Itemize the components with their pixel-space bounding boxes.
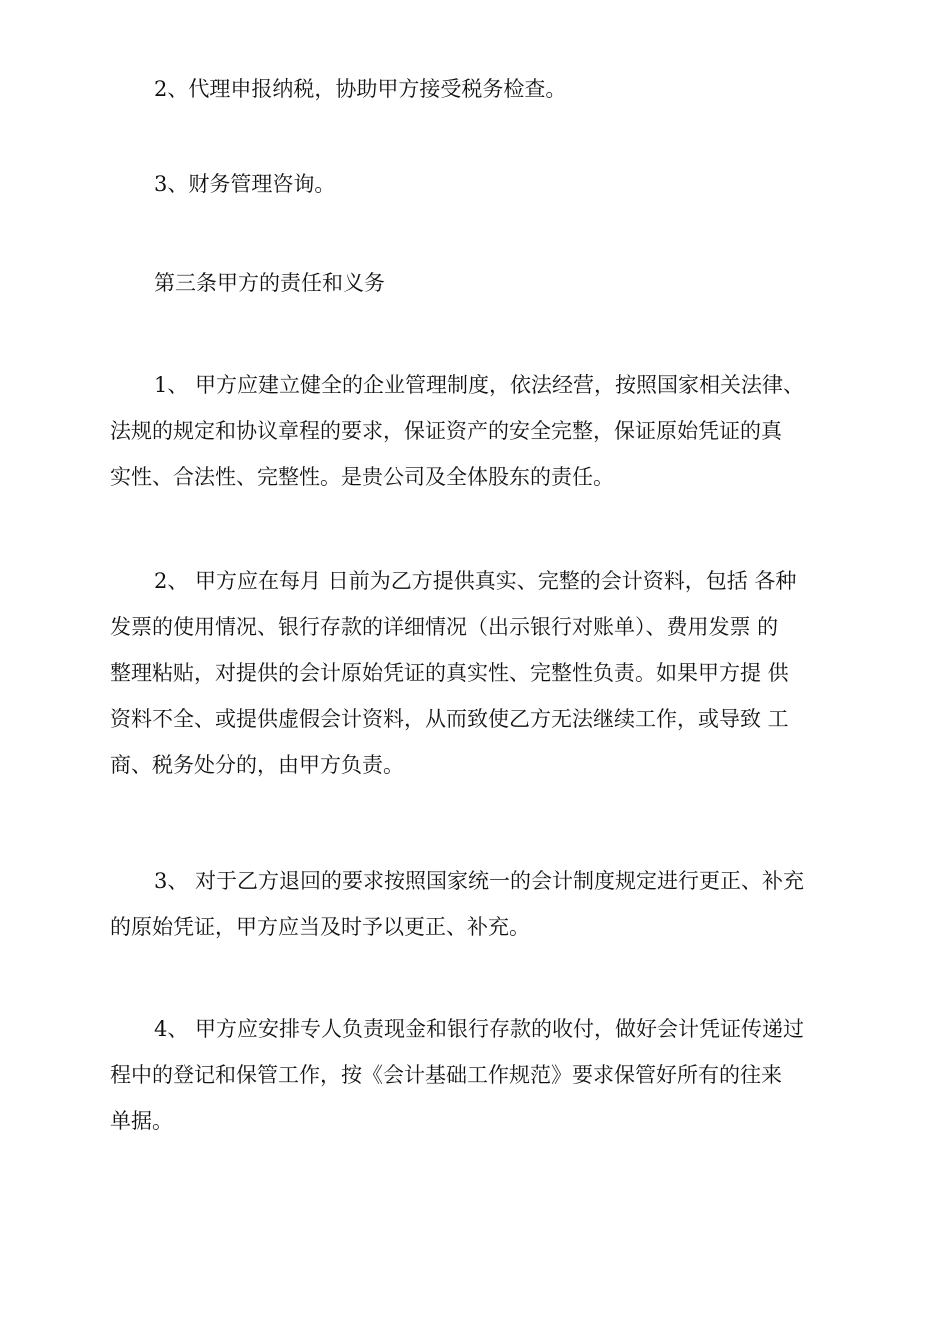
text-line: 1、 甲方应建立健全的企业管理制度，依法经营，按照国家相关法律、 (154, 373, 805, 397)
text-line: 4、 甲方应安排专人负责现金和银行存款的收付，做好会计凭证传递过 (154, 1017, 805, 1041)
text-line: 的原始凭证，甲方应当及时予以更正、补充。 (110, 915, 530, 939)
text-line: 法规的规定和协议章程的要求，保证资产的安全完整，保证原始凭证的真 (110, 419, 782, 443)
text-line: 实性、合法性、完整性。是贵公司及全体股东的责任。 (110, 465, 614, 489)
paragraph-duty-1 (110, 362, 846, 500)
text-line: 程中的登记和保管工作，按《会计基础工作规范》要求保管好所有的往来 (110, 1063, 782, 1087)
paragraph-duty-2 (110, 558, 846, 788)
text-line: 资料不全、或提供虚假会计资料，从而致使乙方无法继续工作，或导致 工 (110, 707, 789, 731)
text-line: 3、财务管理咨询。 (154, 172, 336, 196)
text-line: 整理粘贴，对提供的会计原始凭证的真实性、完整性负责。如果甲方提 供 (110, 661, 789, 685)
text-line: 2、代理申报纳税，协助甲方接受税务检查。 (154, 77, 567, 101)
text-line: 3、 对于乙方退回的要求按照国家统一的会计制度规定进行更正、补充 (154, 869, 805, 893)
text-line: 商、税务处分的，由甲方负责。 (110, 753, 404, 777)
text-line: 单据。 (110, 1109, 173, 1133)
paragraph-duty-3 (110, 858, 846, 950)
text-line: 2、 甲方应在每月 日前为乙方提供真实、完整的会计资料，包括 各种 (154, 569, 797, 593)
text-line: 发票的使用情况、银行存款的详细情况（出示银行对账单）、费用发票 的 (110, 615, 779, 639)
article-heading (110, 260, 846, 306)
paragraph-item-2-tax (110, 66, 846, 112)
paragraph-item-3-consult (110, 161, 846, 207)
text-line: 第三条甲方的责任和义务 (154, 271, 385, 295)
paragraph-duty-4 (110, 1006, 846, 1144)
